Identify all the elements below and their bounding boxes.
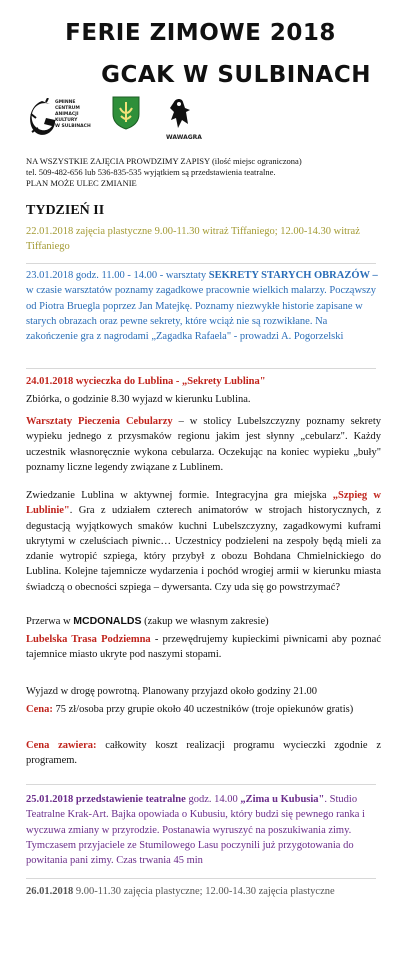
price: Cena: 75 zł/osoba przy grupie około 40 uczestników (troje opiekunów gratis) [26, 704, 354, 715]
separator [26, 878, 376, 879]
return-trip: Wyjazd w drogę powrotną. Planowany przyjazd około godziny 21.00 [26, 686, 317, 697]
logos-row [20, 96, 380, 148]
separator [26, 784, 376, 785]
lunch-break: Przerwa w MCDONALDS (zakup we własnym zakresie) [26, 615, 269, 627]
baking-workshop: Warsztaty Pieczenia Cebularzy – w stolicy Lubelszczyzny poznamy sekrety wypieku jednego z przysmaków regionu jakim jest słynny „cebularz". Każdy uczestnik własnoręcznie wykona cebularza. Oczekując na koniec wypieku „buły" poznamy liczne legendy związane z Lublinem. [26, 416, 382, 473]
price-includes: Cena zawiera: całkowity koszt realizacji programu wycieczki zgodnie z programem. [26, 740, 381, 767]
workshop-title: SEKRETY STARYCH OBRAZÓW [208, 270, 370, 281]
week-title: TYDZIEŃ II [26, 203, 105, 218]
city-tour: Zwiedzanie Lublina w aktywnej formie. Integracyjna gra miejska „Szpieg w Lublinie". Gra z udziałem czterech animatorów w strojach historycznych, z degustacją wyjątkowych smaków kuchni Lubelszczyzny, zagadkowymi kuframi ukrytymi w czeluściach piwnic… Uczestnicy podzieleni na zespoły będą mieli za zdanie wytropić szpiega, który przybył z obozu Bohdana Chmielnickiego do Lublina. Kolejne tajemnicze wydarzenia i pochód wrogiej armii w kierunku miasta świadczą o obecności szpiega – dywersanta. Czy uda się go powstrzymać? [26, 490, 382, 593]
play-title: „Zima u Kubusia" [240, 794, 325, 805]
title-line-1: FERIE ZIMOWE 2018 [65, 20, 336, 46]
wawagra-logo-icon [168, 98, 194, 132]
wawagra-logo-text: WAWAGRA [166, 134, 202, 141]
baking-workshop-title: Warsztaty Pieczenia Cebularzy [26, 416, 173, 427]
underground-route-title: Lubelska Trasa Podziemna [26, 634, 151, 645]
gcak-logo-icon [28, 98, 58, 138]
coat-of-arms-icon [112, 96, 140, 130]
underground-route: Lubelska Trasa Podziemna - przewędrujemy kupieckimi piwnicami aby poznać tajemnice miasto ukryte pod naszymi stopami. [26, 634, 381, 661]
day-25-entry: 25.01.2018 przedstawienie teatralne godz. 14.00 „Zima u Kubusia". Studio Teatralne Krak-Art. Bajka opowiada o Kubusiu, który budzi się pewnego ranka i wyczuwa zmiany w przyrodzie. Postanawia wyruszyć na poszukiwania zimy. Tymczasem przyjaciele ze Stumilowego Lasu poczynili już przygotowania do powitania pani zimy. Czas trwania 45 min [26, 794, 365, 867]
day-24-meeting: Zbiórka, o godzinie 8.30 wyjazd w kierunku Lublina. [26, 394, 251, 405]
gcak-logo-text: GMINNE CENTRUM ANIMACJI KULTURY W SULBINACH [55, 100, 91, 129]
registration-notice: NA WSZYSTKIE ZAJĘCIA PROWDZIMY ZAPISY (ilość miejsc ograniczona) tel. 509-482-656 lub 536-835-535 wyjątkiem są przedstawienia teatralne. PLAN MOŻE ULEC ZMIANIE [26, 156, 302, 188]
separator [26, 368, 376, 369]
day-22-entry: 22.01.2018 zajęcia plastyczne 9.00-11.30 witraż Tiffaniego; 12.00-14.30 witraż Tiffaniego [26, 226, 360, 253]
separator [26, 263, 376, 264]
title-line-2: GCAK W SULBINACH [101, 62, 371, 88]
spy-game-title: „Szpieg w Lublinie" [26, 490, 382, 517]
day-26-entry: 26.01.2018 9.00-11.30 zajęcia plastyczne; 12.00-14.30 zajęcia plastyczne [26, 886, 335, 897]
day-23-entry: 23.01.2018 godz. 11.00 - 14.00 - warsztaty SEKRETY STARYCH OBRAZÓW – w czasie warsztatów poznamy zagadkowe pracownie wielkich malarzy. Począwszy od Piotra Bruegla poprzez Jan Matejkę. Poznamy niezwykłe historie zapisane w starych obrazach oraz pewne sekrety, które wciąż nie są rozwikłane. Na zakończenie gra z nagrodami „Zagadka Rafaela" - prowadzi A. Pogorzelski [26, 270, 378, 343]
day-24-heading: 24.01.2018 wycieczka do Lublina - „Sekrety Lublina" [26, 376, 266, 387]
day-25-heading: 25.01.2018 przedstawienie teatralne [26, 794, 186, 805]
